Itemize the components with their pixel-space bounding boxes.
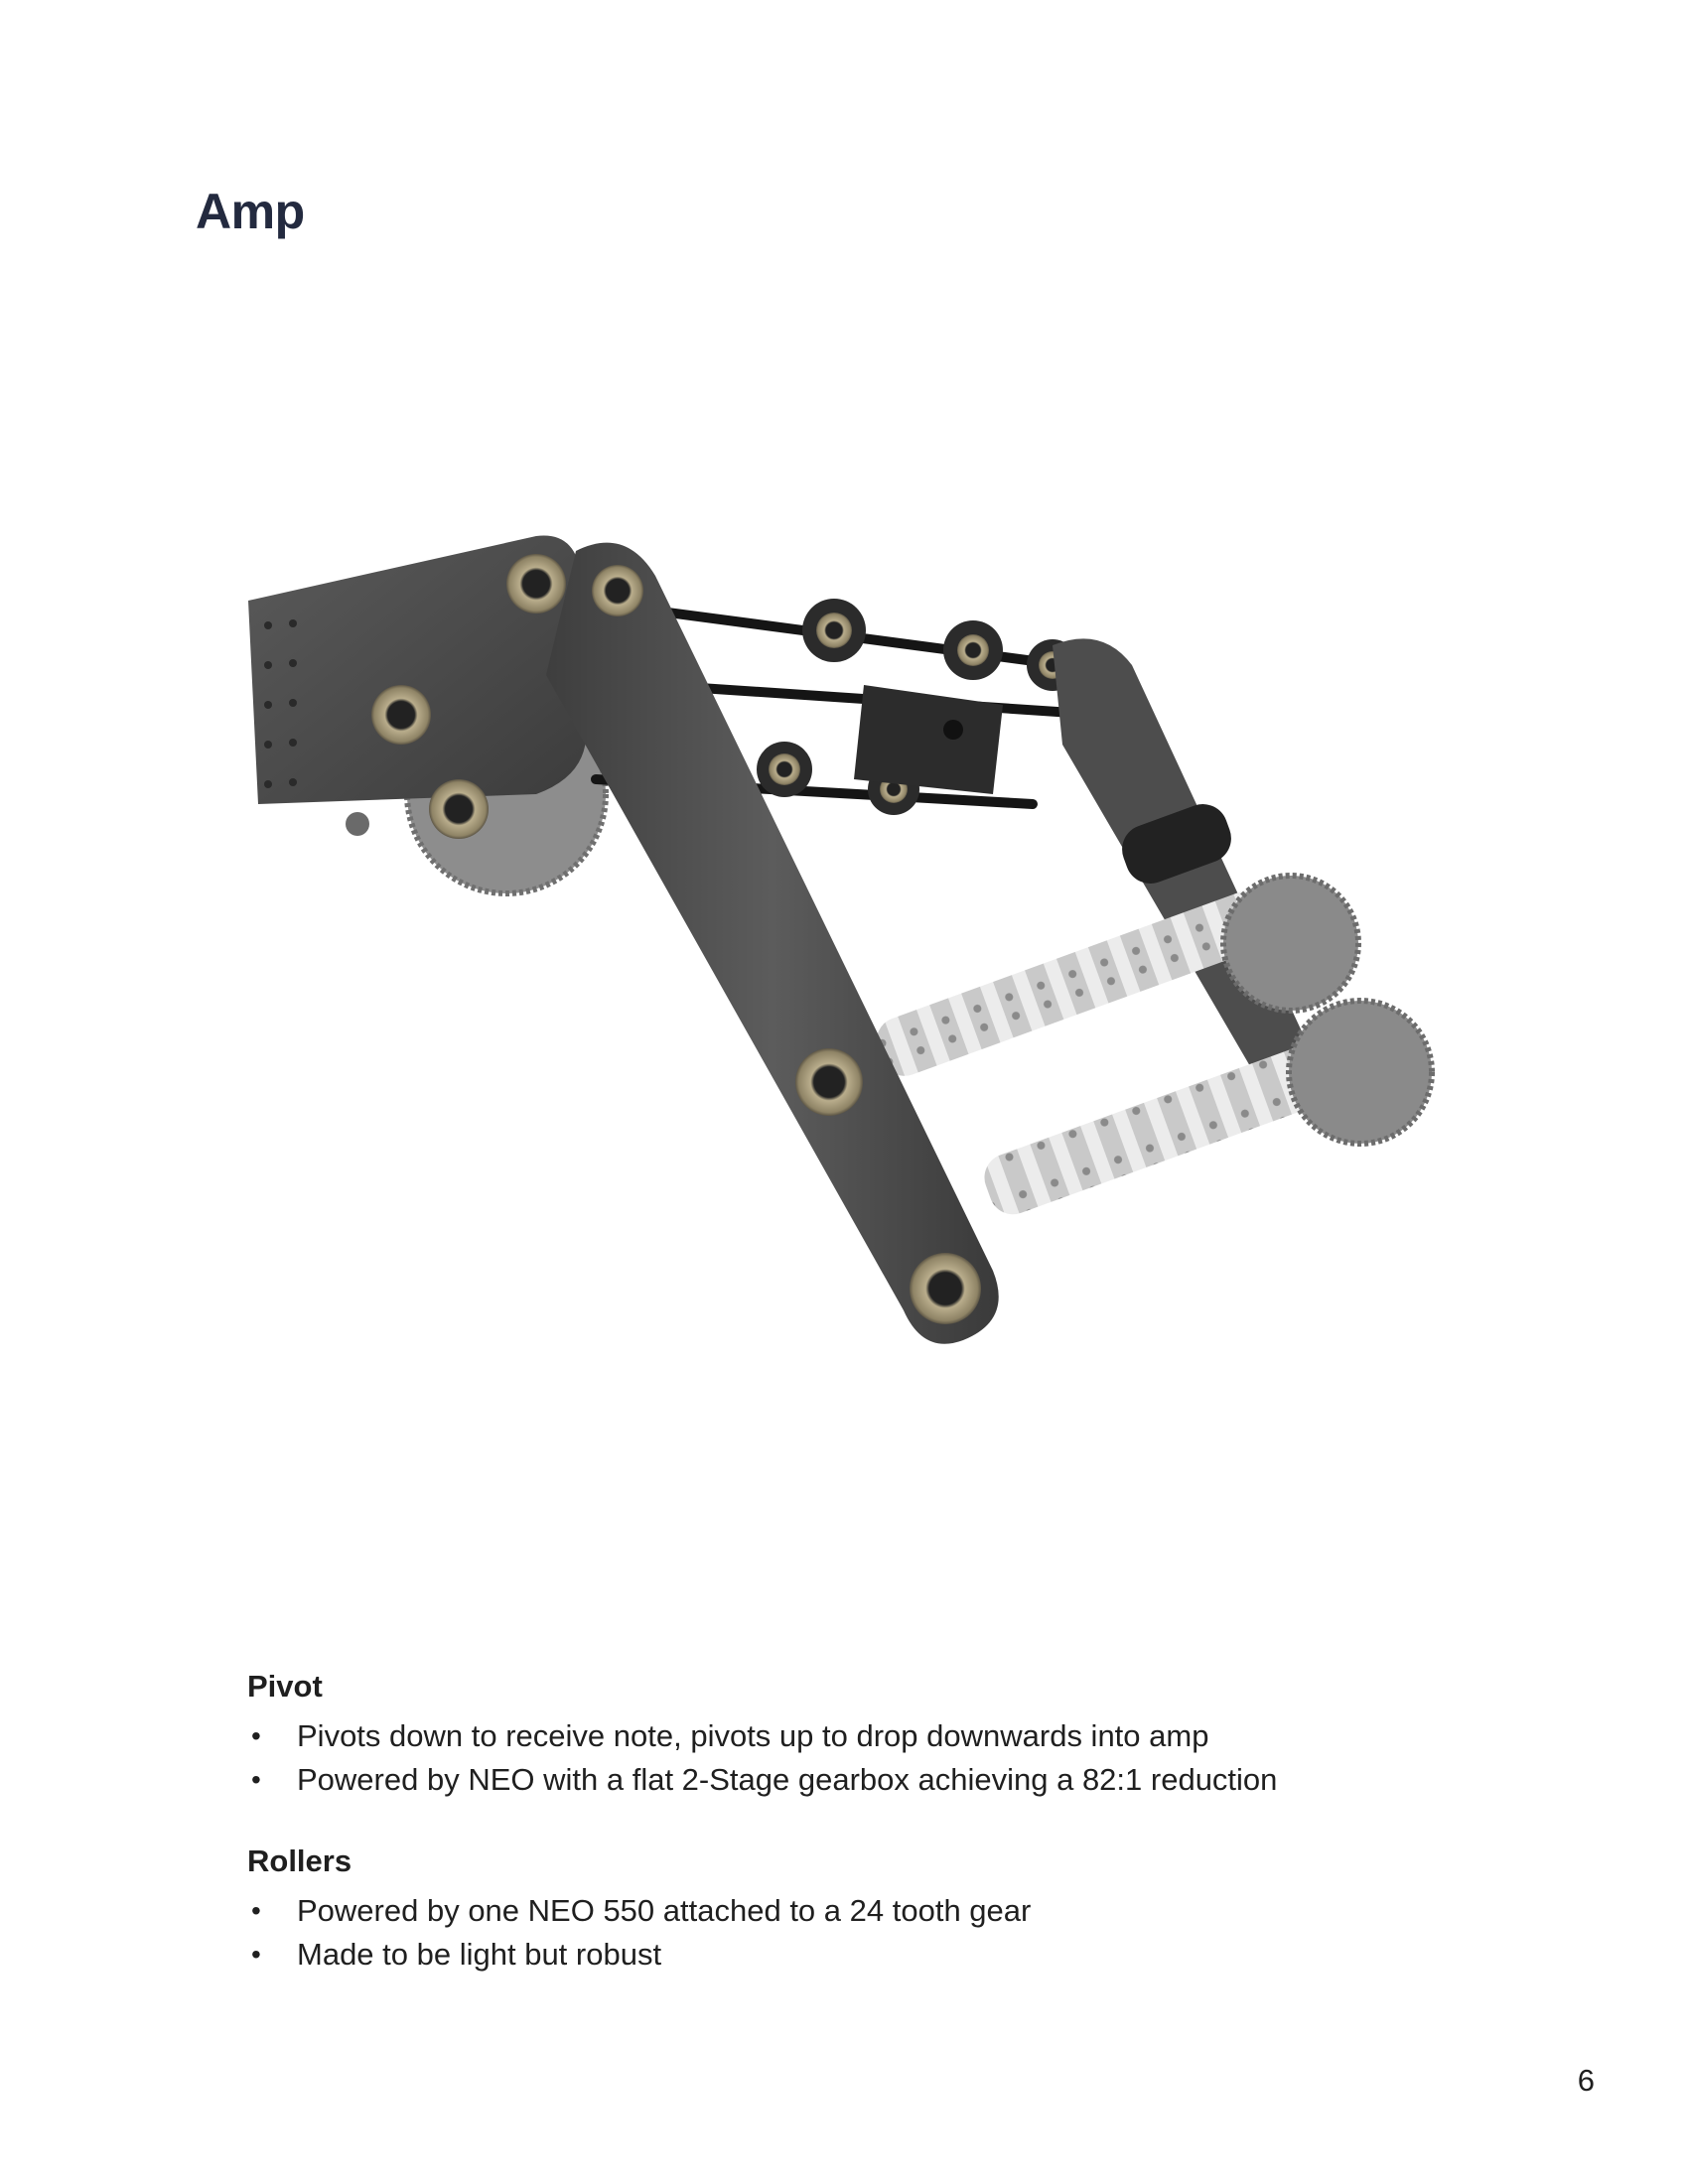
bearing — [429, 779, 489, 839]
bullet-icon: • — [251, 1939, 261, 1971]
list-item: • Powered by NEO with a flat 2-Stage gearbox achieving a 82:1 reduction — [247, 1758, 1277, 1802]
page-title: Amp — [196, 184, 305, 239]
bearing — [910, 1253, 981, 1324]
section-pivot — [247, 1668, 1277, 1802]
roller-gear — [1289, 1001, 1432, 1144]
bearing — [795, 1048, 863, 1116]
bullet-icon: • — [251, 1720, 261, 1752]
main-arm — [546, 543, 999, 1344]
list-item: • Pivots down to receive note, pivots up to drop downwards into amp — [247, 1714, 1277, 1758]
section-rollers — [247, 1843, 1031, 1977]
page-number: 6 — [1577, 2063, 1595, 2098]
list-item: • Powered by one NEO 550 attached to a 24 tooth gear — [247, 1889, 1031, 1933]
bullet-list — [247, 1714, 1277, 1802]
roller-gear — [1223, 876, 1358, 1011]
bearing — [592, 565, 643, 616]
bullet-icon: • — [251, 1895, 261, 1927]
bearing — [506, 554, 566, 614]
list-item: • Made to be light but robust — [247, 1933, 1031, 1977]
motor-mount-block — [854, 685, 1003, 794]
section-heading: Pivot — [247, 1669, 323, 1704]
bullet-list — [247, 1889, 1031, 1977]
bearing — [371, 685, 431, 745]
amp-mechanism-image — [238, 516, 1470, 1410]
section-heading: Rollers — [247, 1843, 352, 1878]
bullet-icon: • — [251, 1764, 261, 1796]
